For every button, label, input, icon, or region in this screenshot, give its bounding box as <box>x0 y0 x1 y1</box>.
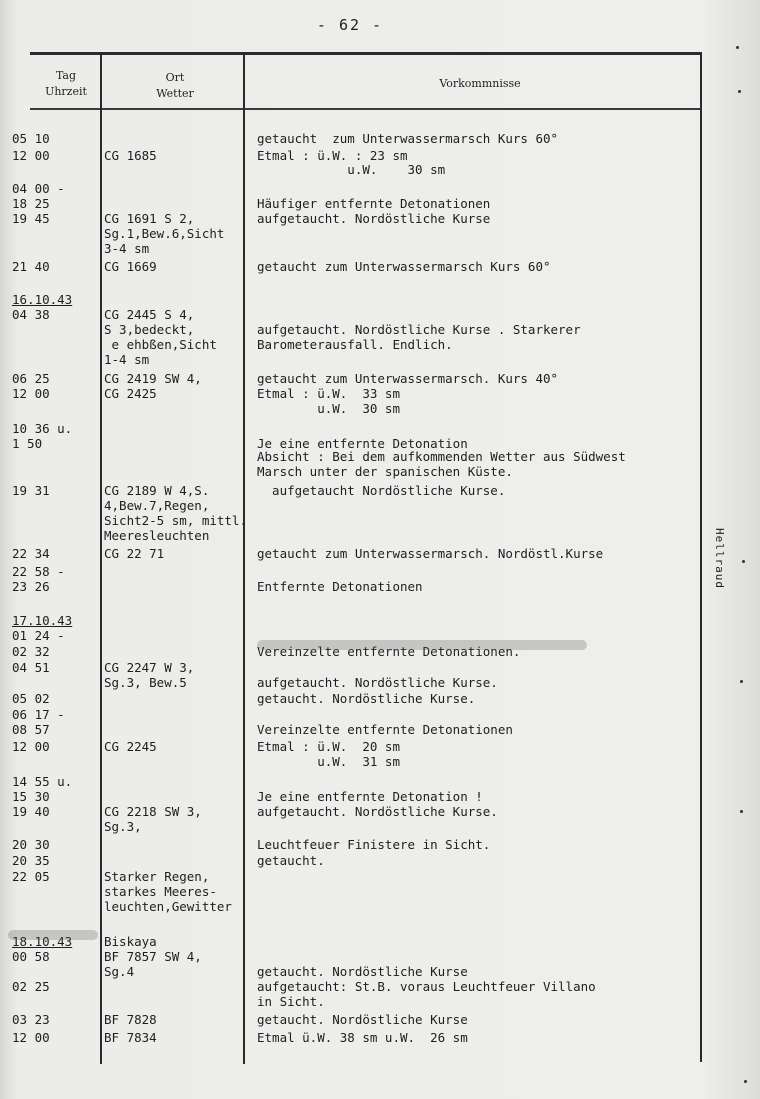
entry-event: getaucht zum Unterwassermarsch. Kurs 40° <box>257 371 559 386</box>
entry-time: 19 31 <box>12 483 50 498</box>
entry-time: 00 58 <box>12 949 50 964</box>
entry-date: 17.10.43 <box>12 613 73 628</box>
entry-location-weather: CG 1691 S 2, <box>104 211 195 226</box>
entry-location-weather: BF 7828 <box>104 1012 157 1027</box>
entry-event: getaucht. Nordöstliche Kurse. <box>257 691 476 706</box>
entry-time: 08 57 <box>12 722 50 737</box>
column-divider-3 <box>700 52 702 1062</box>
entry-event: getaucht zum Unterwassermarsch. Nordöstl.Kurse <box>257 546 604 561</box>
entry-time: 12 00 <box>12 1030 50 1045</box>
entry-time: 12 00 <box>12 386 50 401</box>
entry-location-weather: Starker Regen, <box>104 869 210 884</box>
entry-event: Vereinzelte entfernte Detonationen. <box>257 644 521 659</box>
entry-location-weather: Sg.3, <box>104 819 142 834</box>
header-tag-uhrzeit <box>38 68 94 100</box>
page-number: - 62 - <box>316 16 384 34</box>
smudge <box>257 640 587 650</box>
entry-time: 04 51 <box>12 660 50 675</box>
entry-location-weather: Meeresleuchten <box>104 528 210 543</box>
entry-event: aufgetaucht Nordöstliche Kurse. <box>257 483 506 498</box>
entry-event: getaucht. <box>257 853 325 868</box>
entry-time: 12 00 <box>12 739 50 754</box>
entry-location-weather: e ehbßen,Sicht <box>104 337 217 352</box>
entry-time: 12 00 <box>12 148 50 163</box>
column-divider-2 <box>243 52 245 1064</box>
entry-time: 19 45 <box>12 211 50 226</box>
entry-event: u.W. 30 sm <box>257 401 400 416</box>
entry-time: 1 50 <box>12 436 43 451</box>
entry-location-weather: CG 22 71 <box>104 546 165 561</box>
entry-location-weather: CG 2218 SW 3, <box>104 804 202 819</box>
entry-location-weather: 3-4 sm <box>104 241 150 256</box>
entry-time: 06 17 - <box>12 707 65 722</box>
entry-time: 18 25 <box>12 196 50 211</box>
entry-event: Häufiger entfernte Detonationen <box>257 196 491 211</box>
entry-time: 10 36 u. <box>12 421 73 436</box>
speck <box>744 1080 747 1083</box>
entry-event: Entfernte Detonationen <box>257 579 423 594</box>
entry-time: 14 55 u. <box>12 774 73 789</box>
entry-time: 04 00 - <box>12 181 65 196</box>
header-ort-wetter <box>140 70 210 102</box>
entry-time: 04 38 <box>12 307 50 322</box>
entry-event: Etmal : ü.W. : 23 sm <box>257 148 408 163</box>
entry-event: Etmal ü.W. 38 sm u.W. 26 sm <box>257 1030 468 1045</box>
entry-location-weather: CG 2419 SW 4, <box>104 371 202 386</box>
entry-event: Etmal : ü.W. 20 sm <box>257 739 400 754</box>
entry-event: getaucht. Nordöstliche Kurse <box>257 1012 468 1027</box>
entry-event: Leuchtfeuer Finistere in Sicht. <box>257 837 491 852</box>
entry-time: 22 05 <box>12 869 50 884</box>
entry-location-weather: BF 7834 <box>104 1030 157 1045</box>
entry-date: 16.10.43 <box>12 292 73 307</box>
entry-location-weather: Sicht2-5 sm, mittl. <box>104 513 247 528</box>
entry-event: u.W. 31 sm <box>257 754 400 769</box>
entry-time: 21 40 <box>12 259 50 274</box>
header-wetter: Wetter <box>156 87 194 100</box>
smudge <box>8 930 98 940</box>
entry-date: 18.10.43 <box>12 934 73 949</box>
entry-event: getaucht. Nordöstliche Kurse <box>257 964 468 979</box>
margin-note: Hellraud <box>713 528 726 589</box>
entry-event: Je eine entfernte Detonation <box>257 436 468 451</box>
entry-event: aufgetaucht. Nordöstliche Kurse . Starkerer <box>257 322 581 337</box>
entry-location-weather: CG 2189 W 4,S. <box>104 483 210 498</box>
entry-location-weather: BF 7857 SW 4, <box>104 949 202 964</box>
entry-time: 20 30 <box>12 837 50 852</box>
entry-time: 15 30 <box>12 789 50 804</box>
speck <box>740 680 743 683</box>
entry-event: Vereinzelte entfernte Detonationen <box>257 722 513 737</box>
entry-time: 05 10 <box>12 131 50 146</box>
entry-event: aufgetaucht. Nordöstliche Kurse. <box>257 675 498 690</box>
entry-event: Marsch unter der spanischen Küste. <box>257 464 513 479</box>
entry-time: 20 35 <box>12 853 50 868</box>
speck <box>742 560 745 563</box>
entry-location-weather: leuchten,Gewitter <box>104 899 232 914</box>
entry-event: aufgetaucht. Nordöstliche Kurse. <box>257 804 498 819</box>
entry-location-weather: CG 1685 <box>104 148 157 163</box>
entry-location-weather: S 3,bedeckt, <box>104 322 195 337</box>
header-vorkommnisse: Vorkommnisse <box>439 77 521 90</box>
column-divider-1 <box>100 52 102 1064</box>
entry-location-weather: Sg.1,Bew.6,Sicht <box>104 226 225 241</box>
speck <box>740 810 743 813</box>
entry-location-weather: 4,Bew.7,Regen, <box>104 498 210 513</box>
header-ort: Ort <box>165 71 185 84</box>
entry-location-weather: Biskaya <box>104 934 157 949</box>
entry-time: 01 24 - <box>12 628 65 643</box>
entry-location-weather: Sg.3, Bew.5 <box>104 675 187 690</box>
entry-event: Barometerausfall. Endlich. <box>257 337 453 352</box>
speck <box>738 90 741 93</box>
entry-event: Je eine entfernte Detonation ! <box>257 789 483 804</box>
header-tag: Tag <box>55 69 77 82</box>
entry-location-weather: starkes Meeres- <box>104 884 217 899</box>
entry-event: Absicht : Bei dem aufkommenden Wetter aus Südwest <box>257 449 626 464</box>
entry-location-weather: CG 2247 W 3, <box>104 660 195 675</box>
entry-location-weather: Sg.4 <box>104 964 135 979</box>
entry-event: getaucht zum Unterwassermarsch Kurs 60° <box>257 131 559 146</box>
entry-time: 22 58 - <box>12 564 65 579</box>
entry-time: 06 25 <box>12 371 50 386</box>
entry-location-weather: CG 2425 <box>104 386 157 401</box>
entry-event: Etmal : ü.W. 33 sm <box>257 386 400 401</box>
entry-time: 22 34 <box>12 546 50 561</box>
entry-time: 03 23 <box>12 1012 50 1027</box>
entry-event: in Sicht. <box>257 994 325 1009</box>
entry-event: getaucht zum Unterwassermarsch Kurs 60° <box>257 259 551 274</box>
speck <box>736 46 739 49</box>
entry-event: aufgetaucht: St.B. voraus Leuchtfeuer Villano <box>257 979 596 994</box>
entry-time: 05 02 <box>12 691 50 706</box>
entry-location-weather: 1-4 sm <box>104 352 150 367</box>
entry-location-weather: CG 1669 <box>104 259 157 274</box>
entry-location-weather: CG 2445 S 4, <box>104 307 195 322</box>
entry-location-weather: CG 2245 <box>104 739 157 754</box>
entry-time: 02 25 <box>12 979 50 994</box>
entry-time: 02 32 <box>12 644 50 659</box>
entry-event: aufgetaucht. Nordöstliche Kurse <box>257 211 491 226</box>
table-header-rule <box>30 108 702 110</box>
header-uhrzeit: Uhrzeit <box>45 85 87 98</box>
entry-time: 23 26 <box>12 579 50 594</box>
entry-event: u.W. 30 sm <box>257 162 446 177</box>
entry-time: 19 40 <box>12 804 50 819</box>
table-top-rule <box>30 52 702 55</box>
